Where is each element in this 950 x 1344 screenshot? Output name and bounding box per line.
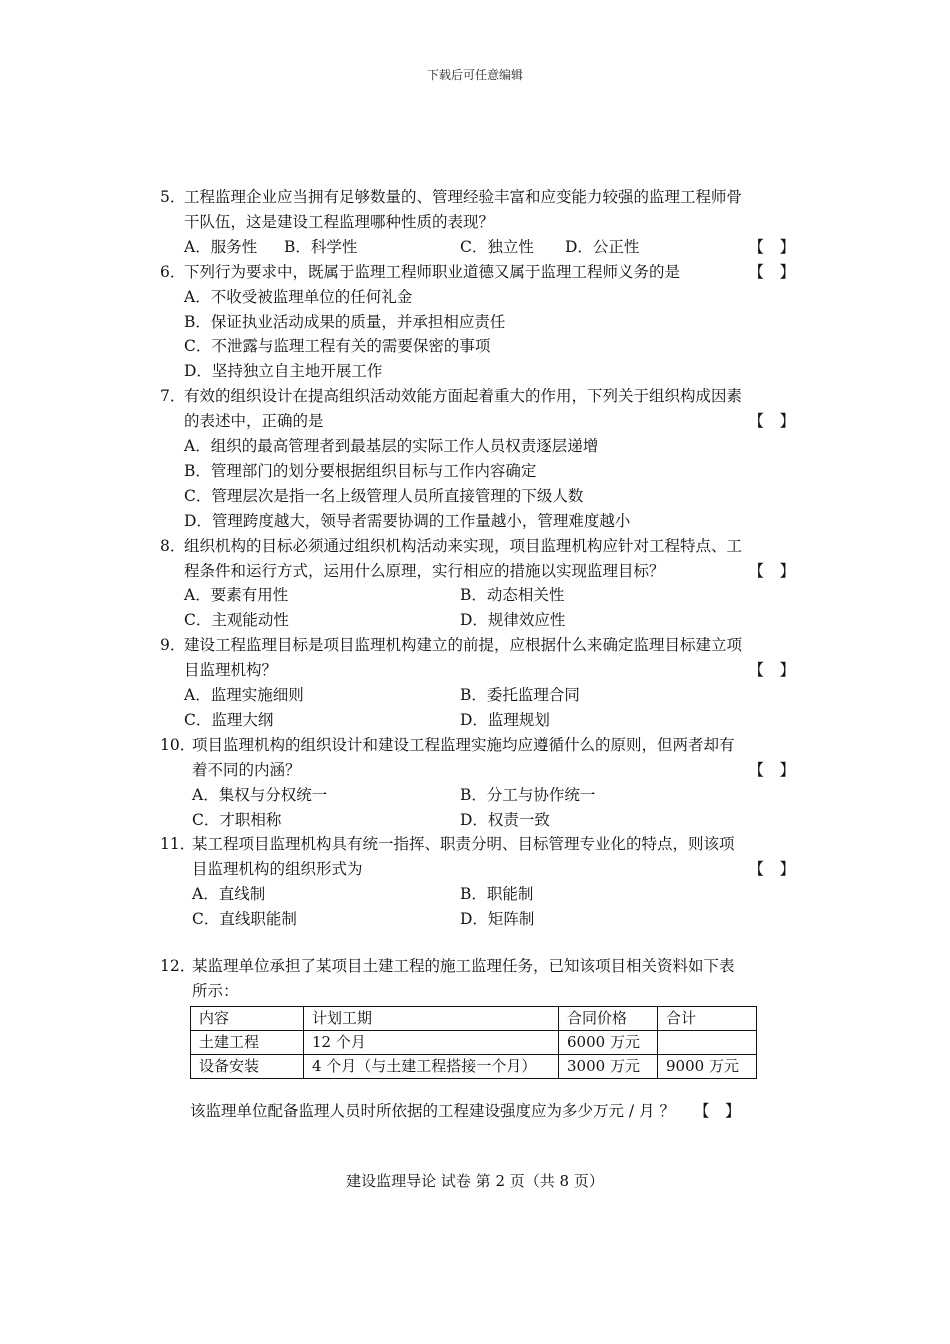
question-text: 的表述中，正确的是 [184, 412, 324, 431]
option-a: A．服务性 [184, 237, 258, 256]
question-text: 组织机构的目标必须通过组织机构活动来实现，项目监理机构应针对工程特点、工 [184, 536, 743, 555]
question-number: 12． [160, 957, 196, 976]
option-b: B．管理部门的划分要根据组织目标与工作内容确定 [184, 461, 537, 480]
option-d: D．公正性 [565, 237, 640, 256]
options [160, 285, 795, 385]
question-12 [160, 954, 795, 1124]
options [160, 882, 795, 932]
options [160, 235, 795, 260]
question-text: 某监理单位承担了某项目土建工程的施工监理任务，已知该项目相关资料如下表 [192, 957, 735, 976]
page-header: 下载后可任意编辑 [426, 68, 523, 82]
table-cell: 4 个月（与土建工程搭接一个月） [304, 1054, 559, 1078]
option-a: A．监理实施细则 [184, 686, 304, 705]
answer-bracket: 【 】 [748, 262, 795, 281]
table-header-row [191, 1006, 757, 1030]
question-text: 项目监理机构的组织设计和建设工程监理实施均应遵循什么的原则，但两者却有 [192, 735, 735, 754]
question-text: 工程监理企业应当拥有足够数量的、管理经验丰富和应变能力较强的监理工程师骨 [184, 188, 743, 206]
option-a: A．要素有用性 [184, 586, 289, 605]
answer-bracket: 【 】 [693, 1101, 741, 1120]
option-d: D．坚持独立自主地开展工作 [184, 362, 383, 381]
option-b: B．动态相关性 [460, 586, 565, 605]
option-c: C．直线职能制 [192, 910, 297, 929]
option-d: D．管理跨度越大，领导者需要协调的工作量越小，管理难度越小 [184, 511, 631, 530]
option-a: A．直线制 [192, 885, 266, 904]
table-row [191, 1030, 757, 1054]
page-footer: 建设监理导论 试卷 第 2 页（共 8 页） [346, 1172, 604, 1190]
question-text: 所示： [192, 981, 239, 1000]
question-6 [160, 260, 795, 385]
table-row [191, 1054, 757, 1078]
option-c: C．监理大纲 [184, 710, 274, 729]
option-c: C．管理层次是指一名上级管理人员所直接管理的下级人数 [184, 486, 584, 505]
question-text: 着不同的内涵？ [192, 760, 301, 779]
exam-content [160, 185, 795, 1124]
options [160, 583, 795, 633]
question-text: 下列行为要求中，既属于监理工程师职业道德又属于监理工程师义务的是 [184, 262, 681, 281]
question-number: 6． [160, 262, 186, 281]
question-text: 目监理机构？ [184, 661, 278, 680]
question-number: 11． [160, 835, 196, 854]
option-b: B．分工与协作统一 [460, 785, 596, 804]
option-a: A．组织的最高管理者到最基层的实际工作人员权责逐层递增 [184, 437, 599, 456]
question-text: 有效的组织设计在提高组织活动效能方面起着重大的作用，下列关于组织构成因素 [184, 387, 743, 406]
answer-bracket: 【 】 [748, 412, 795, 431]
table-header-cell: 内容 [191, 1006, 304, 1030]
option-c: C．主观能动性 [184, 611, 289, 630]
question-7 [160, 384, 795, 533]
question-10 [160, 733, 795, 833]
question-text: 程条件和运行方式，运用什么原理，实行相应的措施以实现监理目标？ [184, 561, 665, 580]
option-d: D．权责一致 [460, 810, 550, 829]
question-9 [160, 633, 795, 733]
options [160, 434, 795, 534]
question-8 [160, 534, 795, 634]
question-text: 干队伍，这是建设工程监理哪种性质的表现？ [184, 212, 495, 231]
option-c: C．独立性 [460, 237, 534, 256]
table-cell: 3000 万元 [559, 1054, 658, 1078]
question-text: 某工程项目监理机构具有统一指挥、职责分明、目标管理专业化的特点，则该项 [192, 835, 735, 854]
table-header-cell: 合同价格 [559, 1006, 658, 1030]
answer-bracket: 【 】 [748, 561, 795, 580]
question-text: 该监理单位配备监理人员时所依据的工程建设强度应为多少万元 / 月 ？ [190, 1101, 676, 1120]
table-header-cell: 计划工期 [304, 1006, 559, 1030]
option-a: A．不收受被监理单位的任何礼金 [184, 287, 413, 306]
project-data-table [190, 1006, 757, 1079]
option-b: B．委托监理合同 [460, 686, 580, 705]
option-a: A．集权与分权统一 [192, 785, 328, 804]
question-12-ask [160, 1099, 795, 1124]
option-d: D．矩阵制 [460, 910, 535, 929]
table-cell: 设备安装 [191, 1054, 304, 1078]
option-d: D．规律效应性 [460, 611, 566, 630]
answer-bracket: 【 】 [748, 760, 795, 779]
option-c: C．不泄露与监理工程有关的需要保密的事项 [184, 337, 491, 356]
table-cell: 12 个月 [304, 1030, 559, 1054]
table-cell: 6000 万元 [559, 1030, 658, 1054]
table-cell: 9000 万元 [658, 1054, 757, 1078]
table-cell [658, 1030, 757, 1054]
options [160, 783, 795, 833]
option-b: B．保证执业活动成果的质量，并承担相应责任 [184, 312, 506, 331]
option-b: B．科学性 [284, 237, 358, 256]
answer-bracket: 【 】 [748, 860, 795, 879]
table-header-cell: 合计 [658, 1006, 757, 1030]
question-number: 8． [160, 536, 186, 555]
answer-bracket: 【 】 [748, 661, 795, 680]
question-number: 7． [160, 387, 186, 406]
question-5 [160, 185, 795, 260]
question-text: 目监理机构的组织形式为 [192, 860, 363, 879]
option-b: B．职能制 [460, 885, 534, 904]
question-number: 9． [160, 636, 186, 655]
table-cell: 土建工程 [191, 1030, 304, 1054]
option-c: C．才职相称 [192, 810, 282, 829]
options [160, 683, 795, 733]
answer-bracket: 【 】 [748, 237, 795, 256]
question-number: 10． [160, 735, 196, 754]
option-d: D．监理规划 [460, 710, 550, 729]
question-11 [160, 832, 795, 932]
question-text: 建设工程监理目标是项目监理机构建立的前提，应根据什么来确定监理目标建立项 [184, 636, 743, 655]
question-number: 5． [160, 188, 186, 206]
